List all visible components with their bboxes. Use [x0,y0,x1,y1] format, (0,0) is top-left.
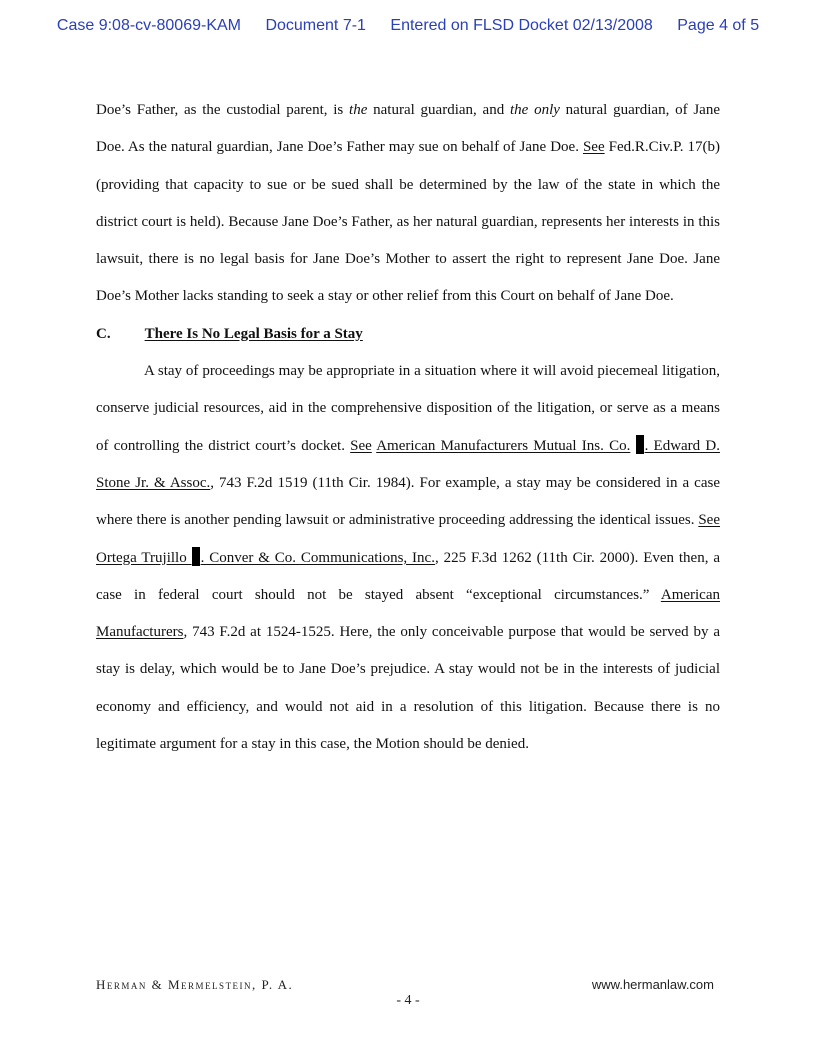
paragraph-stay-analysis: A stay of proceedings may be appropriate in a situation where it will avoid piecemeal litigation, conserve judicial resources, aid in the comprehensive disposition of the litigation, or serve as a means of controlling the district court’s docket. See American Manufacturers Mutual Ins. Co. . Edward D. Stone Jr. & Assoc., 743 F.2d 1519 (11th Cir. 1984). For example, a stay may be considered in a case where there is another pending lawsuit or administrative proceeding addressing the identical issues. See Ortega Trujillo . Conver & Co. Communications, Inc., 225 F.3d 1262 (11th Cir. 2000). Even then, a case in federal court should not be stayed absent “exceptional circumstances.” American Manufacturers, 743 F.2d at 1524-1525. Here, the only conceivable purpose that would be served by a stay is delay, which would be to Jane Doe’s prejudice. A stay would not be in the interests of judicial economy and efficiency, and would not aid in a resolution of this litigation. Because there is no legitimate argument for a stay in this case, the Motion should be denied. [96,363,720,753]
document-number: Document 7-1 [265,17,366,34]
page-count: Page 4 of 5 [677,17,760,34]
signal-see: See [350,437,372,454]
redaction-box [192,547,200,566]
docket-header [0,17,816,35]
case-citation-conver: . Conver & Co. Communications, Inc. [200,549,435,566]
docket-entry-date: Entered on FLSD Docket 02/13/2008 [390,17,653,34]
signal-see: See [582,139,605,156]
emphasis-the: the [349,102,368,118]
section-title: There Is No Legal Basis for a Stay [144,325,363,342]
case-citation-ortega-trujillo: Ortega Trujillo [96,549,192,566]
case-citation-stone: . Edward D. Stone Jr. & Assoc. [96,437,720,491]
section-number: C. [96,325,111,342]
firm-website: www.hermanlaw.com [591,977,714,992]
case-citation-short-form: American Manufacturers [96,586,720,641]
emphasis-the-only: the only [509,102,560,118]
paragraph-natural-guardian: Doe’s Father, as the custodial parent, is the natural guardian, and the only natural guardian, of Jane Doe. As the natural guardian, Jane Doe’s Father may sue on behalf of Jane Doe. See Fed.R.Civ.P. 17(b) (providing that capacity to sue or be sued shall be determined by the law of the state in which the district court is held). Because Jane Doe’s Father, as her natural guardian, represents her interests in this lawsuit, there is no legal basis for Jane Doe’s Mother to assert the right to represent Jane Doe. Jane Doe’s Mother lacks standing to seek a stay or other relief from this Court on behalf of Jane Doe. [96,102,720,305]
section-heading [96,316,720,353]
document-body [96,92,720,763]
page-number: - 4 - [396,993,420,1008]
case-citation-american-manufacturers: American Manufacturers Mutual Ins. Co. [376,437,631,454]
redaction-box [636,435,644,454]
case-number: Case 9:08-cv-80069-KAM [56,17,241,34]
law-firm-name: Herman & Mermelstein, P. A. [96,977,294,992]
signal-see: See [698,512,720,529]
